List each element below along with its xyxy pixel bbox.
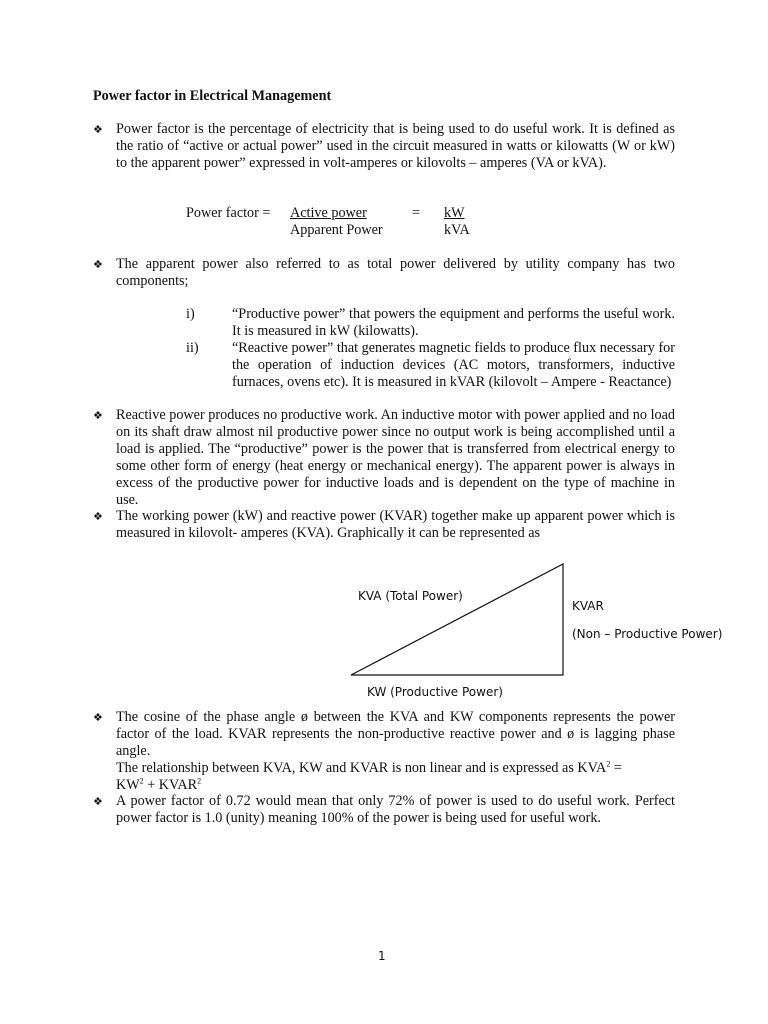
bullet-diamond-icon: ❖ — [93, 409, 103, 422]
bullet-text: The working power (kW) and reactive power (KVAR) together make up apparent power which is measured in kilovolt- amperes (KVA). Graphically it can be represented as — [116, 508, 675, 541]
component-number: i) — [186, 306, 195, 322]
bullet-diamond-icon: ❖ — [93, 258, 103, 271]
power-triangle-diagram — [340, 555, 740, 705]
document-title: Power factor in Electrical Management — [93, 88, 332, 104]
base-label: KW (Productive Power) — [367, 685, 503, 699]
component-item-reactive — [186, 340, 675, 391]
component-item-productive — [186, 306, 675, 340]
bullet-diamond-icon: ❖ — [93, 510, 103, 523]
bullet-text: The apparent power also referred to as total power delivered by utility company has two components; — [116, 256, 675, 289]
bullet-diamond-icon: ❖ — [93, 711, 103, 724]
vertical-label: KVAR — [572, 599, 604, 613]
bullet-cosine-phase-angle — [93, 709, 675, 794]
formula-unit-numerator: kW — [444, 205, 465, 221]
bullet-reactive-power — [93, 407, 675, 509]
bullet-text: A power factor of 0.72 would mean that only 72% of power is used to do useful work. Perfect power factor is 1.0 (unity) meaning 100% of the power is being used for useful work. — [116, 793, 675, 826]
formula-unit-denominator: kVA — [444, 222, 470, 238]
component-text: “Reactive power” that generates magnetic fields to produce flux necessary for the operation of induction devices (AC motors, transformers, inductive furnaces, ovens etc). It is measured in kVAR (kilovolt – Ampere - Reactance) — [232, 340, 675, 390]
relationship-sup-kva: 2 — [606, 759, 611, 769]
bullet-text: Reactive power produces no productive work. An inductive motor with power applied and no load on its shaft draw almost nil productive power since no output work is being accomplished until a load is applied. The “productive” power is the power that is transferred from electrical energy to some other form of energy (heat energy or mechanical energy). The apparent power is always in excess of the productive power for inductive loads and is dependent on the type of machine in use. — [116, 407, 675, 508]
bullet-power-factor-example — [93, 793, 675, 827]
component-number: ii) — [186, 340, 199, 356]
formula-equals: = — [412, 205, 421, 221]
formula-label: Power factor = — [186, 205, 271, 221]
bullet-working-power — [93, 508, 675, 542]
power-triangle-shape — [351, 564, 563, 675]
bullet-diamond-icon: ❖ — [93, 795, 103, 808]
relationship-kw: KW — [116, 777, 140, 793]
relationship-text — [116, 760, 675, 794]
bullet-apparent-power — [93, 256, 675, 290]
formula-numerator: Active power — [290, 205, 367, 221]
relationship-main: The relationship between KVA, KW and KVAR is non linear and is expressed as KVA — [116, 760, 607, 776]
relationship-sup-kvar: 2 — [197, 776, 202, 786]
hypotenuse-label: KVA (Total Power) — [358, 589, 463, 603]
component-text: “Productive power” that powers the equipment and performs the useful work. It is measured in kW (kilowatts). — [232, 306, 675, 339]
bullet-diamond-icon: ❖ — [93, 123, 103, 136]
bullet-text: Power factor is the percentage of electricity that is being used to do useful work. It is defined as the ratio of “active or actual power” used in the circuit measured in watts or kilowatts (W or kW) to the apparent power” expressed in volt-amperes or kilovolts – amperes (VA or kVA). — [116, 121, 675, 171]
page-number: 1 — [378, 949, 386, 963]
bullet-text: The cosine of the phase angle ø between the KVA and KW components represents the power factor of the load. KVAR represents the non-productive reactive power and ø is lagging phase angle. — [116, 709, 675, 759]
formula-denominator: Apparent Power — [290, 222, 383, 238]
relationship-equals: = — [610, 760, 622, 776]
relationship-kvar: + KVAR — [143, 777, 198, 793]
vertical-sublabel: (Non – Productive Power) — [572, 627, 723, 641]
relationship-sup-kw: 2 — [139, 776, 144, 786]
power-factor-formula — [186, 205, 506, 241]
bullet-power-factor-definition — [93, 121, 675, 172]
